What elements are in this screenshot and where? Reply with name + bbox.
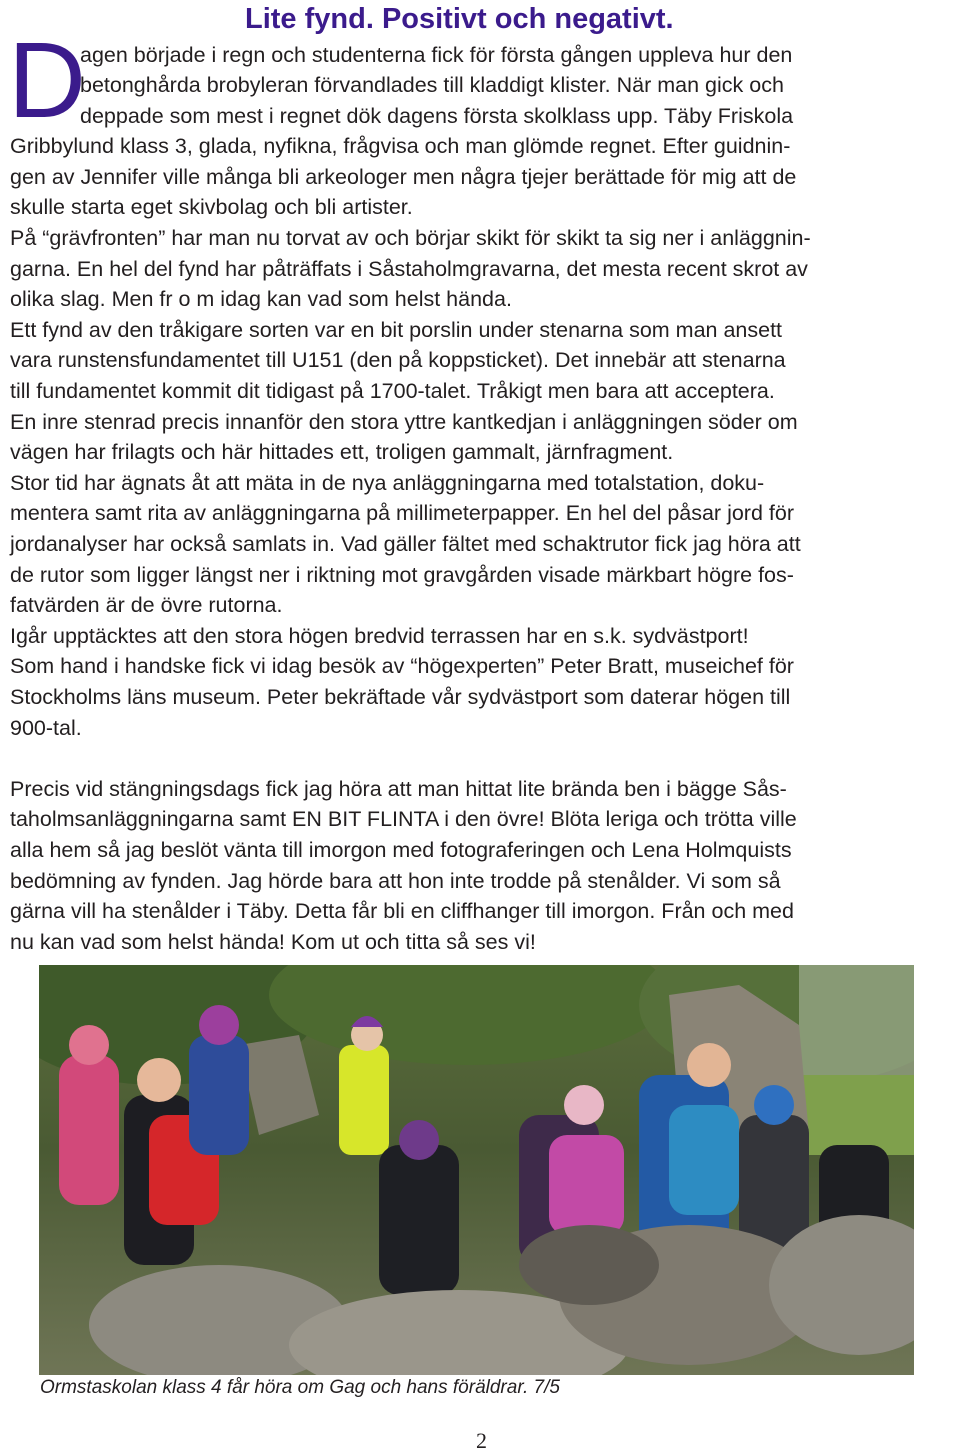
body-line: olika slag. Men fr o m idag kan vad som helst hända. — [10, 287, 512, 311]
body-line: Precis vid stängningsdags fick jag höra att man hittat lite brända ben i bägge Sås- — [10, 777, 787, 801]
body-line: taholmsanläggningarna samt EN BIT FLINTA i den övre! Blöta leriga och trötta ville — [10, 807, 797, 831]
body-line: garna. En hel del fynd har påträffats i Såstaholmgravarna, det mesta recent skrot av — [10, 257, 808, 281]
body-line: Som hand i handske fick vi idag besök av “högexperten” Peter Bratt, museichef för — [10, 654, 794, 678]
body-line: Igår upptäcktes att den stora högen bredvid terrassen har en s.k. sydvästport! — [10, 624, 749, 648]
body-line: vägen har frilagts och här hittades ett, troligen gammalt, järnfragment. — [10, 440, 674, 464]
body-line: 900-tal. — [10, 716, 82, 740]
body-line: Ett fynd av den tråkigare sorten var en bit porslin under stenarna som man ansett — [10, 318, 783, 342]
body-line: till fundamentet kommit dit tidigast på 1700-talet. Tråkigt men bara att acceptera. — [10, 379, 775, 403]
body-line: nu kan vad som helst hända! Kom ut och titta så ses vi! — [10, 930, 536, 954]
body-line: gen av Jennifer ville många bli arkeologer men några tjejer berättade för mig att de — [10, 165, 797, 189]
body-line: jordanalyser har också samlats in. Vad gäller fältet med schaktrutor fick jag höra att — [10, 532, 801, 556]
body-line: de rutor som ligger längst ner i riktning mot gravgården visade märkbart högre fos- — [10, 563, 794, 587]
body-line: bedömning av fynden. Jag hörde bara att hon inte trodde på stenålder. Vi som så — [10, 869, 781, 893]
body-line: Stor tid har ägnats åt att mäta in de nya anläggningarna med totalstation, doku- — [10, 471, 765, 495]
body-line: vara runstensfundamentet till U151 (den på koppsticket). Det innebär att stenarna — [10, 348, 786, 372]
body-line: gärna vill ha stenålder i Täby. Detta får bli en cliffhanger till imorgon. Från och med — [10, 899, 794, 923]
body-line: mentera samt rita av anläggningarna på millimeterpapper. En hel del påsar jord för — [10, 501, 794, 525]
body-line: En inre stenrad precis innanför den stora yttre kantkedjan i anläggningen söder om — [10, 410, 798, 434]
body-line: Stockholms läns museum. Peter bekräftade vår sydvästport som daterar högen till — [10, 685, 791, 709]
photo-caption: Ormstaskolan klass 4 får höra om Gag och hans föräldrar. 7/5 — [40, 1377, 560, 1398]
page-number: 2 — [476, 1428, 487, 1453]
body-line: Gribbylund klass 3, glada, nyfikna, frågvisa och man glömde regnet. Efter guidnin- — [10, 134, 791, 158]
drop-cap: D — [8, 19, 86, 140]
body-line: På “grävfronten” har man nu torvat av och börjar skikt för skikt ta sig ner i anläggnin- — [10, 226, 811, 250]
body-line: alla hem så jag beslöt vänta till imorgon med fotograferingen och Lena Holmquists — [10, 838, 792, 862]
body-line: fatvärden är de övre rutorna. — [10, 593, 283, 617]
body-line: betonghårda brobyleran förvandlades till kladdigt klister. När man gick och — [80, 73, 784, 97]
body-line: agen började i regn och studenterna fick för första gången uppleva hur den — [80, 43, 793, 67]
body-line: skulle starta eget skivbolag och bli artister. — [10, 195, 413, 219]
body-line: deppade som mest i regnet dök dagens första skolklass upp. Täby Friskola — [80, 104, 794, 128]
article-title: Lite fynd. Positivt och negativt. — [245, 3, 674, 35]
schoolchildren-photo — [39, 965, 914, 1375]
